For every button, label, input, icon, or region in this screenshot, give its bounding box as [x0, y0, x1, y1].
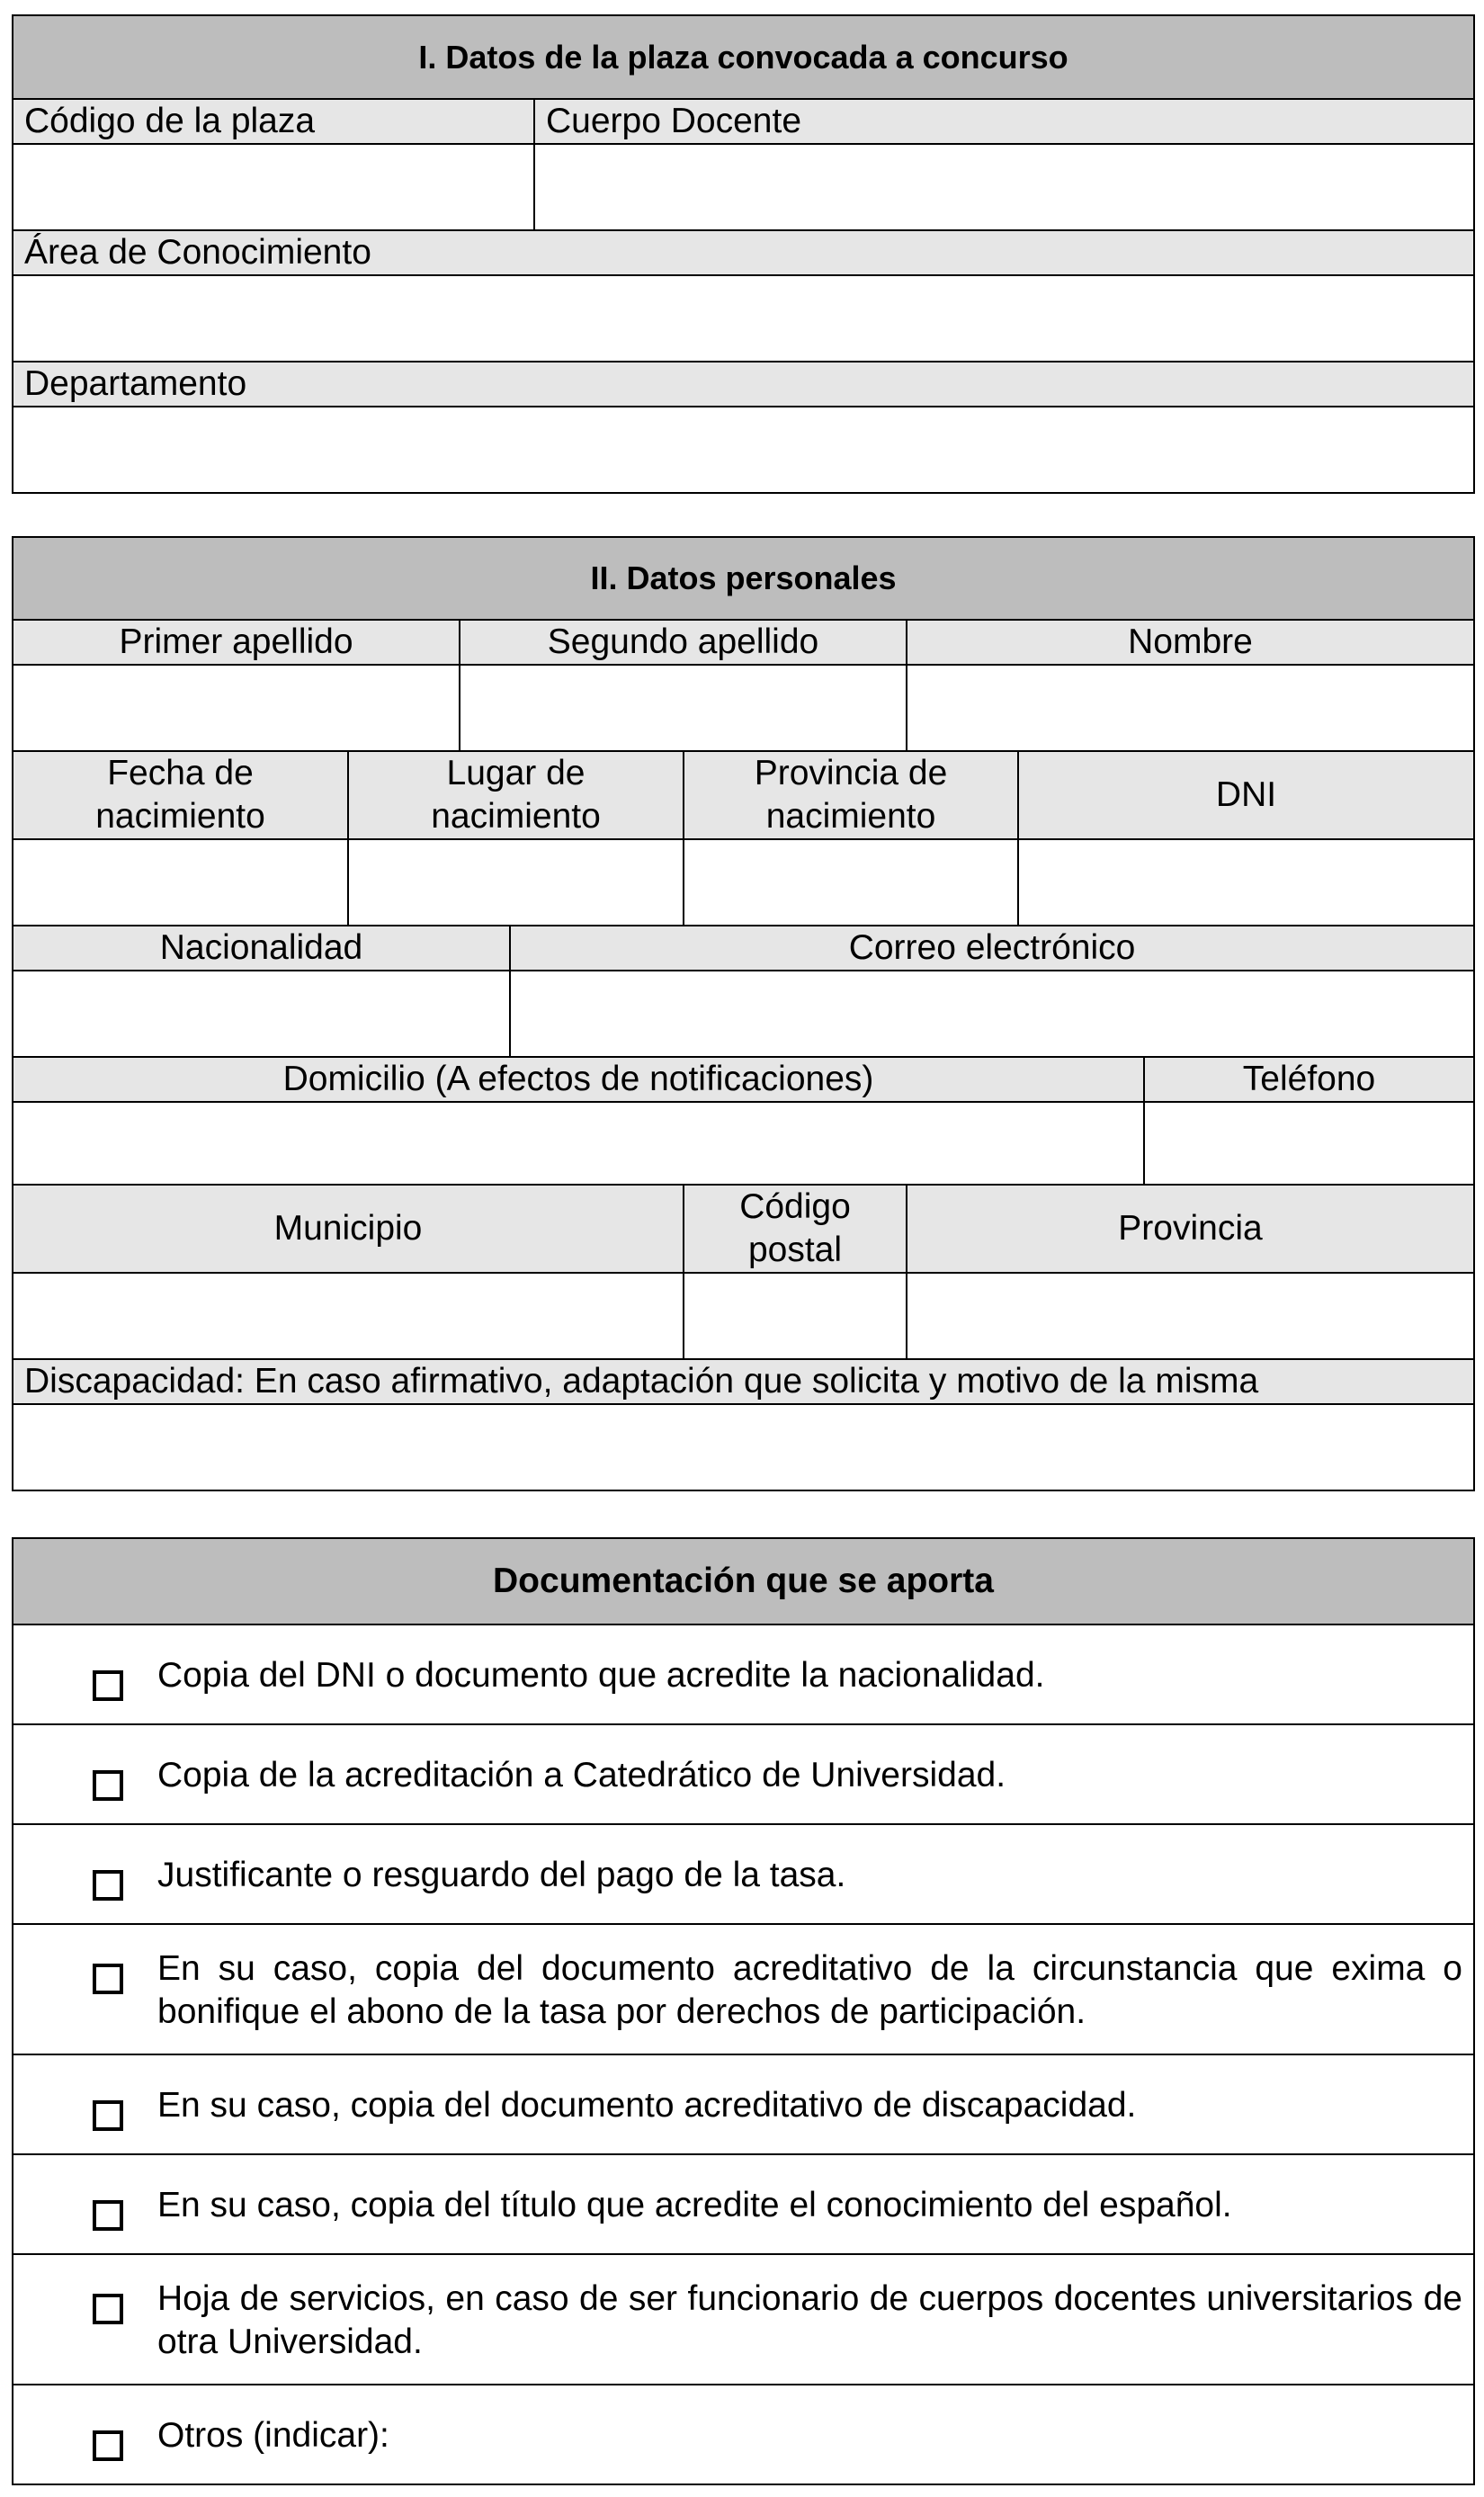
segundo-apellido-field[interactable]	[460, 665, 907, 751]
doc-item-row	[13, 1724, 1474, 1824]
checkbox[interactable]	[93, 2200, 123, 2231]
doc-item-row	[13, 1924, 1474, 2054]
doc-item	[13, 2166, 1473, 2243]
doc-item-row	[13, 2254, 1474, 2385]
discapacidad-field[interactable]	[13, 1404, 1474, 1490]
fecha-nacimiento-field[interactable]	[13, 839, 348, 926]
provincia-nacimiento-field[interactable]	[684, 839, 1018, 926]
section-personal	[12, 536, 1475, 926]
doc-item	[13, 2396, 1473, 2474]
doc-item-row	[13, 1824, 1474, 1924]
lugar-nacimiento-label-1: Lugar de	[446, 754, 586, 792]
doc-item	[13, 2066, 1473, 2143]
cuerpo-docente-field[interactable]	[534, 144, 1474, 230]
checkbox[interactable]	[93, 1770, 123, 1801]
section-personal-title: II. Datos personales	[13, 537, 1474, 620]
primer-apellido-field[interactable]	[13, 665, 460, 751]
area-conocimiento-field[interactable]	[13, 275, 1474, 362]
fecha-nacimiento-label	[13, 751, 348, 839]
fecha-nacimiento-label-2: nacimiento	[95, 797, 265, 836]
fecha-nacimiento-label-1: Fecha de	[107, 754, 254, 792]
doc-item-text: Copia de la acreditación a Catedrático de Universidad.	[157, 1755, 1006, 1794]
area-conocimiento-label: Área de Conocimiento	[13, 230, 1474, 275]
codigo-postal-label	[684, 1185, 907, 1273]
section-personal-address	[12, 1184, 1475, 1491]
lugar-nacimiento-label	[348, 751, 684, 839]
departamento-field[interactable]	[13, 407, 1474, 493]
provincia-label: Provincia	[907, 1185, 1474, 1273]
departamento-label: Departamento	[13, 362, 1474, 407]
section-personal-contact	[12, 925, 1475, 1189]
discapacidad-label: Discapacidad: En caso afirmativo, adaptación que solicita y motivo de la misma	[13, 1359, 1474, 1404]
doc-item	[13, 1736, 1473, 1813]
provincia-field[interactable]	[907, 1273, 1474, 1359]
provincia-nacimiento-label-1: Provincia de	[754, 754, 948, 792]
codigo-postal-label-2: postal	[747, 1231, 843, 1269]
doc-item	[13, 1929, 1473, 2050]
section-documentation	[12, 1537, 1475, 2485]
municipio-label: Municipio	[13, 1185, 684, 1273]
doc-item-text: En su caso, copia del documento acreditativo de discapacidad.	[157, 2085, 1137, 2125]
doc-item-row	[13, 1624, 1474, 1724]
checkbox[interactable]	[93, 2430, 123, 2461]
doc-item-row	[13, 2054, 1474, 2154]
doc-item-row	[13, 2154, 1474, 2254]
nacionalidad-label: Nacionalidad	[13, 926, 510, 971]
codigo-postal-label-1: Código	[739, 1187, 851, 1226]
telefono-field[interactable]	[1144, 1102, 1474, 1188]
doc-item-text: En su caso, copia del documento acreditativo de la circunstancia que exima o bonifique el abono de la tasa por derechos de participación.	[157, 1948, 1462, 2031]
documentation-title: Documentación que se aporta	[13, 1538, 1474, 1624]
codigo-plaza-field[interactable]	[13, 144, 534, 230]
doc-item-text: Otros (indicar):	[157, 2415, 389, 2455]
provincia-nacimiento-label-2: nacimiento	[765, 797, 936, 836]
dni-field[interactable]	[1018, 839, 1474, 926]
segundo-apellido-label: Segundo apellido	[460, 620, 907, 665]
lugar-nacimiento-field[interactable]	[348, 839, 684, 926]
correo-label: Correo electrónico	[510, 926, 1474, 971]
codigo-postal-field[interactable]	[684, 1273, 907, 1359]
doc-item-text: En su caso, copia del título que acredite el conocimiento del español.	[157, 2185, 1232, 2224]
municipio-field[interactable]	[13, 1273, 684, 1359]
doc-item-text: Hoja de servicios, en caso de ser funcionario de cuerpos docentes universitarios de otra Universidad.	[157, 2278, 1462, 2361]
domicilio-field[interactable]	[13, 1102, 1144, 1188]
dni-label: DNI	[1018, 751, 1474, 839]
primer-apellido-label: Primer apellido	[13, 620, 460, 665]
doc-item-row	[13, 2385, 1474, 2484]
checkbox[interactable]	[93, 1870, 123, 1901]
provincia-nacimiento-label	[684, 751, 1018, 839]
lugar-nacimiento-label-2: nacimiento	[431, 797, 601, 836]
correo-field[interactable]	[510, 971, 1474, 1057]
doc-item	[13, 1836, 1473, 1913]
nombre-field[interactable]	[907, 665, 1474, 751]
nacionalidad-field[interactable]	[13, 971, 510, 1057]
doc-item-text: Justificante o resguardo del pago de la tasa.	[157, 1855, 846, 1894]
codigo-plaza-label: Código de la plaza	[13, 99, 534, 144]
checkbox[interactable]	[93, 2294, 123, 2324]
domicilio-label: Domicilio (A efectos de notificaciones)	[13, 1057, 1144, 1102]
doc-item	[13, 1636, 1473, 1714]
section-plaza-title: I. Datos de la plaza convocada a concurso	[13, 15, 1474, 99]
doc-item	[13, 2260, 1473, 2380]
nombre-label: Nombre	[907, 620, 1474, 665]
checkbox[interactable]	[93, 1670, 123, 1701]
telefono-label: Teléfono	[1144, 1057, 1474, 1102]
cuerpo-docente-label: Cuerpo Docente	[534, 99, 1474, 144]
checkbox[interactable]	[93, 1964, 123, 1994]
section-plaza	[12, 14, 1475, 494]
checkbox[interactable]	[93, 2100, 123, 2131]
doc-item-text: Copia del DNI o documento que acredite la nacionalidad.	[157, 1655, 1045, 1695]
